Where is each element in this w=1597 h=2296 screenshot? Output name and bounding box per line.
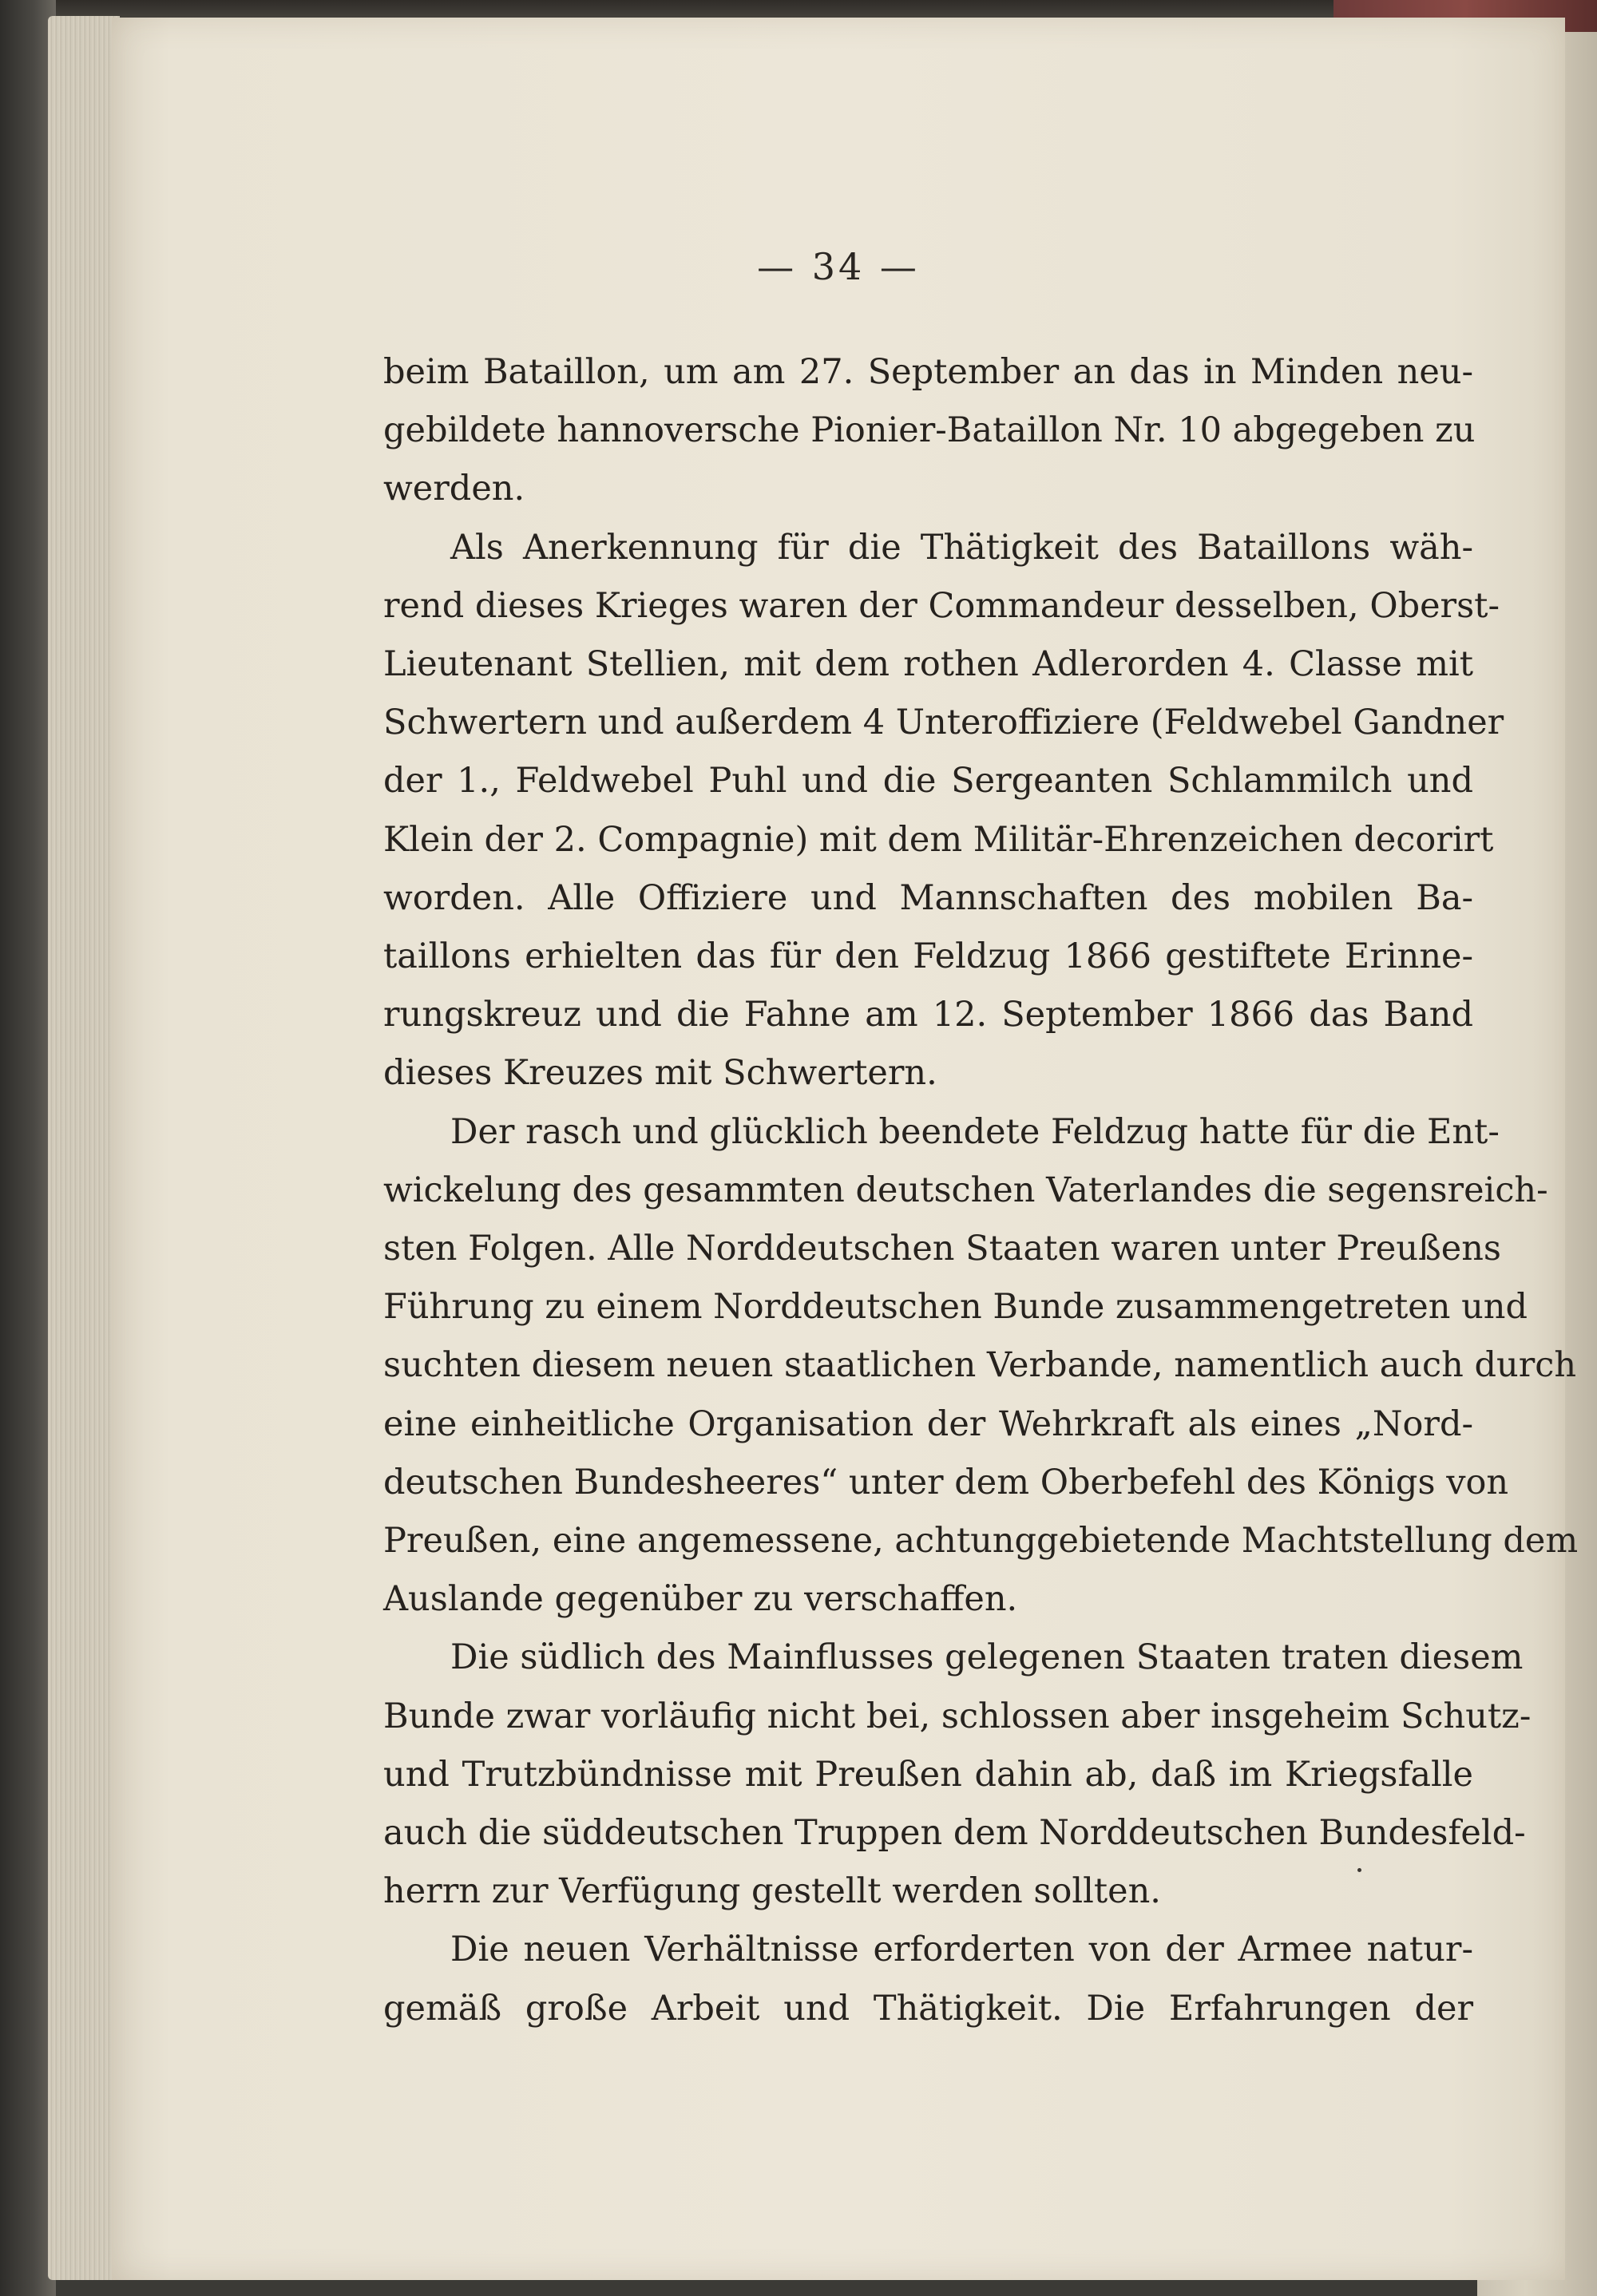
text-line: Klein der 2. Compagnie) mit dem Militär-Ehrenzeichen decorirt [383,819,1494,860]
text-line: auch die süddeutschen Truppen dem Norddeutschen Bundesfeld- [383,1813,1526,1854]
text-line: Führung zu einem Norddeutschen Bunde zusammengetreten und [383,1287,1528,1328]
text-line: der 1., Feldwebel Puhl und die Sergeanten Schlammilch und [383,761,1473,802]
paragraph-1 [383,343,1476,519]
text-line: Die südlich des Mainflusses gelegenen Staaten traten diesem [450,1637,1524,1678]
paragraph-2 [383,519,1504,1103]
text-line: Bunde zwar vorläufig nicht bei, schlossen aber insgeheim Schutz- [383,1696,1532,1736]
paragraph-5 [383,1921,1473,2037]
text-line: gemäß große Arbeit und Thätigkeit. Die Erfahrungen der [383,1988,1473,2029]
text-line: sten Folgen. Alle Norddeutschen Staaten waren unter Preußens [383,1229,1501,1269]
text-line: dieses Kreuzes mit Schwertern. [383,1053,937,1094]
text-line: werden. [383,469,525,509]
text-line: gebildete hannoversche Pionier-Bataillon Nr. 10 abgegeben zu [383,410,1476,451]
text-line: Als Anerkennung für die Thätigkeit des Bataillons wäh- [450,527,1473,568]
text-line: rend dieses Krieges waren der Commandeur desselben, Oberst- [383,585,1500,626]
text-line: taillons erhielten das für den Feldzug 1866 gestiftete Erinne- [383,936,1473,977]
page-stack-edges [48,16,120,2280]
text-line: Schwertern und außerdem 4 Unteroffiziere (Feldwebel Gandner [383,703,1504,743]
body-text [383,343,1579,2038]
text-line: und Trutzbündnisse mit Preußen dahin ab, daß im Kriegsfalle [383,1754,1473,1795]
text-line: wickelung des gesammten deutschen Vaterlandes die segensreich- [383,1170,1548,1210]
text-line: Preußen, eine angemessene, achtunggebietende Machtstellung dem [383,1521,1579,1562]
text-line: suchten diesem neuen staatlichen Verbande, namentlich auch durch [383,1345,1577,1386]
text-line: Der rasch und glücklich beendete Feldzug hatte für die Ent- [450,1111,1500,1152]
paragraph-4 [383,1629,1532,1921]
paragraph-3 [383,1103,1579,1629]
text-line: rungskreuz und die Fahne am 12. September 1866 das Band [383,995,1473,1035]
text-line: Die neuen Verhältnisse erforderten von der Armee natur- [450,1930,1473,1970]
book-page [112,18,1579,2280]
text-line: deutschen Bundesheeres“ unter dem Oberbefehl des Königs von [383,1462,1509,1502]
page-number: — 34 — [757,245,920,288]
text-line: beim Bataillon, um am 27. September an das in Minden neu- [383,352,1473,392]
text-line: Auslande gegenüber zu verschaffen. [383,1579,1018,1620]
margin-speck [1357,1868,1361,1872]
text-line: eine einheitliche Organisation der Wehrkraft als eines „Nord- [383,1403,1473,1444]
text-line: Lieutenant Stellien, mit dem rothen Adlerorden 4. Classe mit [383,644,1473,685]
text-line: herrn zur Verfügung gestellt werden sollten. [383,1871,1161,1912]
text-line: worden. Alle Offiziere und Mannschaften des mobilen Ba- [383,877,1473,918]
